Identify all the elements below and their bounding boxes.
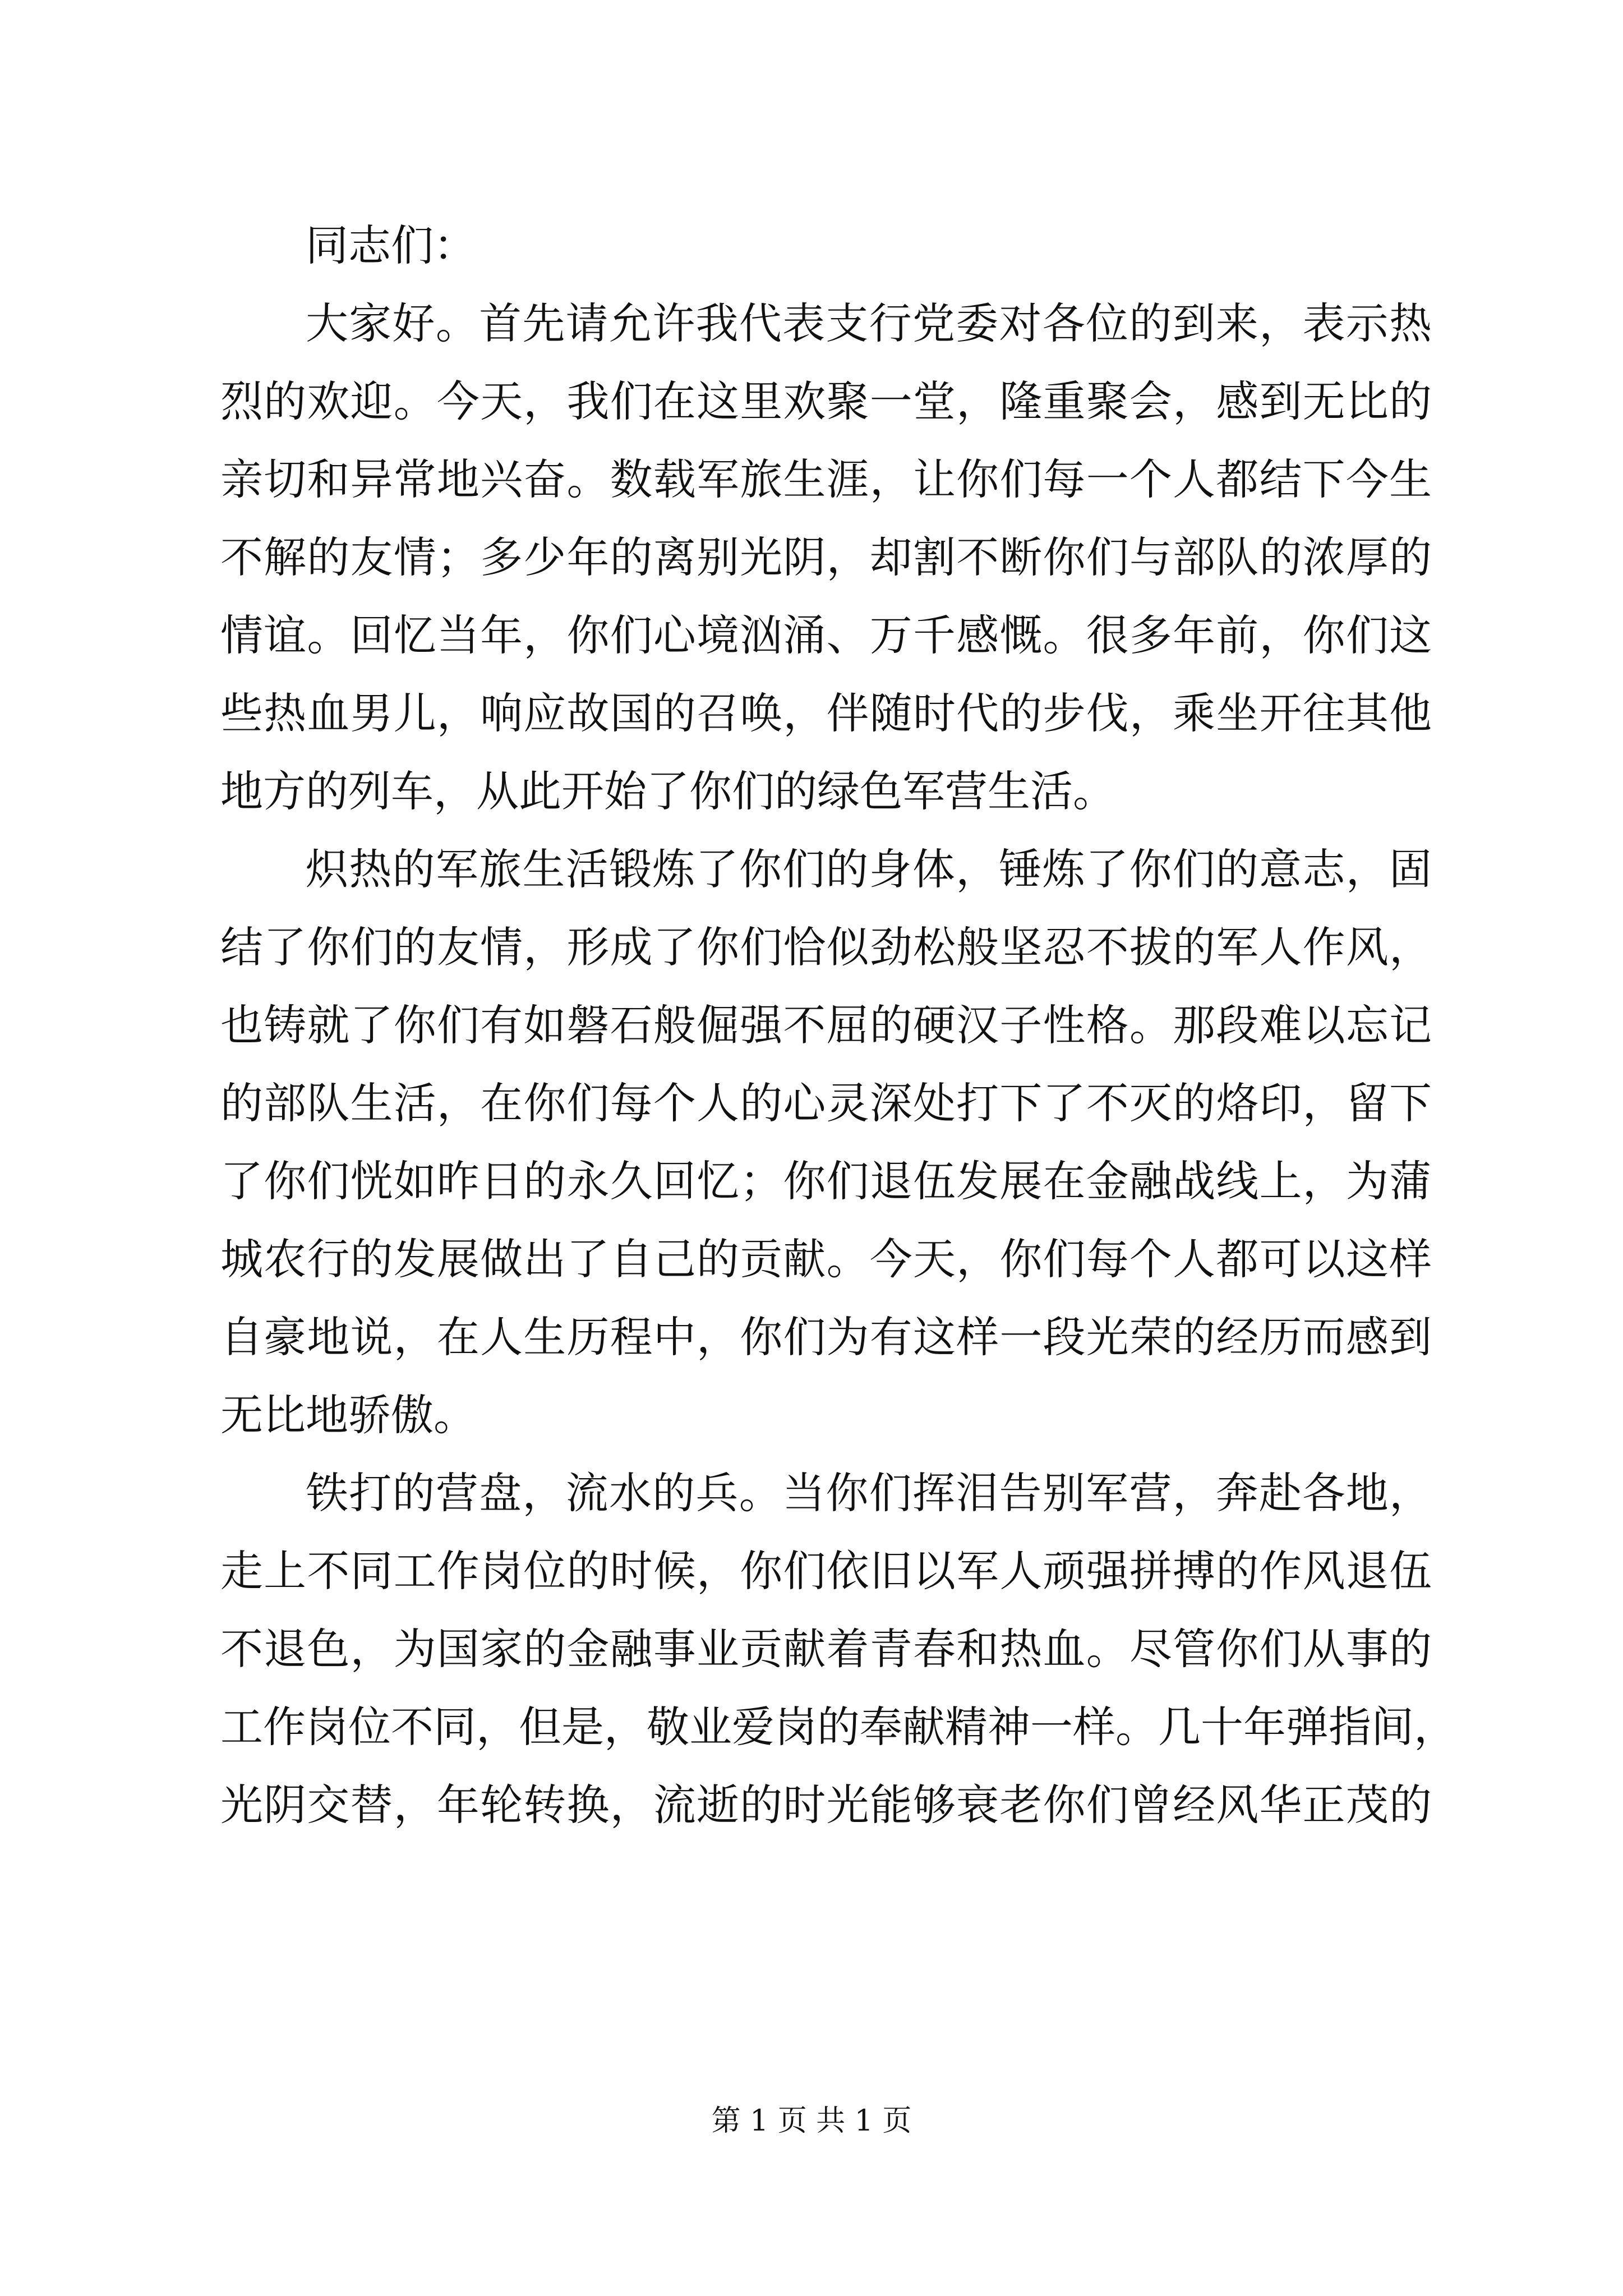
text-line: 无比地骄傲。 <box>220 1390 476 1440</box>
text-line: 也铸就了你们有如磐石般倔强不屈的硬汉子性格。那段难以忘记 <box>220 1000 1432 1050</box>
text-line: 情谊。回忆当年，你们心境汹涌、万千感慨。很多年前，你们这 <box>220 610 1432 660</box>
text-line: 烈的欢迎。今天，我们在这里欢聚一堂，隆重聚会，感到无比的 <box>220 376 1432 426</box>
page-number-label: 第 1 页 共 1 页 <box>711 2104 912 2138</box>
text-line: 工作岗位不同，但是，敬业爱岗的奉献精神一样。几十年弹指间， <box>220 1702 1456 1752</box>
text-line: 光阴交替，年轮转换，流逝的时光能够衰老你们曾经风华正茂的 <box>220 1780 1432 1830</box>
text-line: 结了你们的友情，形成了你们恰似劲松般坚忍不拔的军人作风， <box>220 922 1432 972</box>
salutation-line: 同志们： <box>306 220 476 270</box>
text-line: 城农行的发展做出了自己的贡献。今天，你们每个人都可以这样 <box>220 1234 1432 1284</box>
text-line: 亲切和异常地兴奋。数载军旅生涯，让你们每一个人都结下今生 <box>220 454 1432 504</box>
text-line: 不解的友情；多少年的离别光阴，却割不断你们与部队的浓厚的 <box>220 532 1432 582</box>
text-line: 大家好。首先请允许我代表支行党委对各位的到来，表示热 <box>306 298 1432 348</box>
text-line: 了你们恍如昨日的永久回忆；你们退伍发展在金融战线上，为蒲 <box>220 1156 1432 1206</box>
text-line: 走上不同工作岗位的时候，你们依旧以军人顽强拼搏的作风退伍 <box>220 1546 1432 1596</box>
text-line: 地方的列车，从此开始了你们的绿色军营生活。 <box>220 766 1115 816</box>
document-body <box>220 206 1456 1844</box>
page-footer <box>0 2097 1623 2139</box>
text-line: 的部队生活，在你们每个人的心灵深处打下了不灭的烙印，留下 <box>220 1078 1432 1128</box>
text-line: 铁打的营盘，流水的兵。当你们挥泪告别军营，奔赴各地， <box>306 1468 1432 1518</box>
text-line: 自豪地说，在人生历程中，你们为有这样一段光荣的经历而感到 <box>220 1312 1432 1362</box>
text-line: 些热血男儿，响应故国的召唤，伴随时代的步伐，乘坐开往其他 <box>220 688 1432 738</box>
text-line: 不退色，为国家的金融事业贡献着青春和热血。尽管你们从事的 <box>220 1624 1432 1674</box>
text-line: 炽热的军旅生活锻炼了你们的身体，锤炼了你们的意志，固 <box>306 844 1432 894</box>
